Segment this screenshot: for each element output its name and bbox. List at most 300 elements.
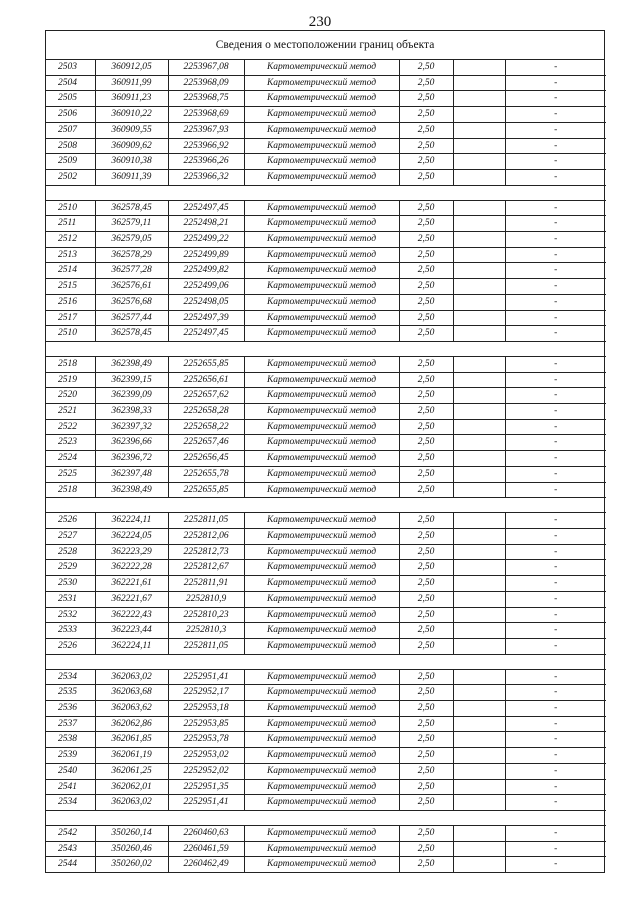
accuracy-cell: 2,50 — [399, 576, 453, 592]
empty-cell-cell — [453, 857, 505, 872]
x-coordinate-cell: 362221,67 — [95, 591, 168, 607]
point-number-cell: 2503 — [46, 60, 95, 75]
x-coordinate-cell: 362578,29 — [95, 247, 168, 263]
x-coordinate-cell: 362222,43 — [95, 607, 168, 623]
accuracy-cell: 2,50 — [399, 169, 453, 185]
method-cell: Картометрический метод — [244, 216, 399, 232]
empty-cell-cell — [453, 169, 505, 185]
accuracy-cell: 2,50 — [399, 263, 453, 279]
block-separator — [46, 185, 606, 200]
accuracy-cell: 2,50 — [399, 795, 453, 811]
empty-cell-cell — [453, 310, 505, 326]
y-coordinate-cell: 2253967,08 — [168, 60, 244, 75]
table-row — [46, 154, 606, 170]
block-separator — [46, 654, 606, 669]
y-coordinate-cell: 2252953,85 — [168, 716, 244, 732]
table-row — [46, 60, 606, 75]
description-cell: - — [505, 732, 606, 748]
table-row — [46, 404, 606, 420]
empty-cell-cell — [453, 466, 505, 482]
point-number-cell: 2510 — [46, 326, 95, 342]
method-cell: Картометрический метод — [244, 857, 399, 872]
point-number-cell: 2517 — [46, 310, 95, 326]
y-coordinate-cell: 2252655,85 — [168, 482, 244, 498]
description-cell: - — [505, 356, 606, 372]
point-number-cell: 2537 — [46, 716, 95, 732]
point-number-cell: 2518 — [46, 356, 95, 372]
method-cell: Картометрический метод — [244, 544, 399, 560]
y-coordinate-cell: 2252812,06 — [168, 528, 244, 544]
table-row — [46, 638, 606, 654]
point-number-cell: 2515 — [46, 279, 95, 295]
method-cell: Картометрический метод — [244, 623, 399, 639]
description-cell: - — [505, 748, 606, 764]
accuracy-cell: 2,50 — [399, 841, 453, 857]
table-row — [46, 544, 606, 560]
x-coordinate-cell: 362579,11 — [95, 216, 168, 232]
empty-cell-cell — [453, 435, 505, 451]
point-number-cell: 2521 — [46, 404, 95, 420]
point-number-cell: 2513 — [46, 247, 95, 263]
description-cell: - — [505, 60, 606, 75]
accuracy-cell: 2,50 — [399, 154, 453, 170]
table-row — [46, 779, 606, 795]
method-cell: Картометрический метод — [244, 107, 399, 123]
point-number-cell: 2528 — [46, 544, 95, 560]
method-cell: Картометрический метод — [244, 638, 399, 654]
table-row — [46, 263, 606, 279]
table-row — [46, 795, 606, 811]
point-number-cell: 2529 — [46, 560, 95, 576]
accuracy-cell: 2,50 — [399, 216, 453, 232]
x-coordinate-cell: 362063,02 — [95, 669, 168, 685]
table-row — [46, 122, 606, 138]
table-row — [46, 75, 606, 91]
method-cell: Картометрический метод — [244, 404, 399, 420]
description-cell: - — [505, 310, 606, 326]
x-coordinate-cell: 362578,45 — [95, 326, 168, 342]
table-row — [46, 279, 606, 295]
y-coordinate-cell: 2253966,32 — [168, 169, 244, 185]
description-cell: - — [505, 779, 606, 795]
accuracy-cell: 2,50 — [399, 326, 453, 342]
y-coordinate-cell: 2252658,22 — [168, 419, 244, 435]
y-coordinate-cell: 2252497,45 — [168, 200, 244, 216]
empty-cell-cell — [453, 107, 505, 123]
point-number-cell: 2539 — [46, 748, 95, 764]
description-cell: - — [505, 107, 606, 123]
empty-cell-cell — [453, 669, 505, 685]
description-cell: - — [505, 591, 606, 607]
point-number-cell: 2505 — [46, 91, 95, 107]
y-coordinate-cell: 2252810,9 — [168, 591, 244, 607]
description-cell: - — [505, 419, 606, 435]
x-coordinate-cell: 362062,01 — [95, 779, 168, 795]
description-cell: - — [505, 247, 606, 263]
point-number-cell: 2527 — [46, 528, 95, 544]
empty-cell-cell — [453, 544, 505, 560]
method-cell: Картометрический метод — [244, 732, 399, 748]
x-coordinate-cell: 362222,28 — [95, 560, 168, 576]
y-coordinate-cell: 2252810,3 — [168, 623, 244, 639]
y-coordinate-cell: 2252497,45 — [168, 326, 244, 342]
empty-cell-cell — [453, 356, 505, 372]
x-coordinate-cell: 362063,02 — [95, 795, 168, 811]
method-cell: Картометрический метод — [244, 763, 399, 779]
method-cell: Картометрический метод — [244, 685, 399, 701]
table-row — [46, 623, 606, 639]
table-row — [46, 232, 606, 248]
y-coordinate-cell: 2252812,73 — [168, 544, 244, 560]
empty-cell-cell — [453, 326, 505, 342]
point-number-cell: 2540 — [46, 763, 95, 779]
y-coordinate-cell: 2252952,17 — [168, 685, 244, 701]
y-coordinate-cell: 2252810,23 — [168, 607, 244, 623]
y-coordinate-cell: 2252657,46 — [168, 435, 244, 451]
empty-cell-cell — [453, 607, 505, 623]
table-row — [46, 763, 606, 779]
table-row — [46, 857, 606, 872]
x-coordinate-cell: 362398,49 — [95, 356, 168, 372]
empty-cell-cell — [453, 404, 505, 420]
table-row — [46, 200, 606, 216]
method-cell: Картометрический метод — [244, 356, 399, 372]
x-coordinate-cell: 362397,48 — [95, 466, 168, 482]
y-coordinate-cell: 2252499,82 — [168, 263, 244, 279]
description-cell: - — [505, 623, 606, 639]
table-row — [46, 216, 606, 232]
description-cell: - — [505, 154, 606, 170]
accuracy-cell: 2,50 — [399, 294, 453, 310]
accuracy-cell: 2,50 — [399, 513, 453, 529]
accuracy-cell: 2,50 — [399, 825, 453, 841]
y-coordinate-cell: 2252951,41 — [168, 795, 244, 811]
block-separator — [46, 341, 606, 356]
method-cell: Картометрический метод — [244, 263, 399, 279]
empty-cell-cell — [453, 91, 505, 107]
method-cell: Картометрический метод — [244, 154, 399, 170]
x-coordinate-cell: 362061,19 — [95, 748, 168, 764]
y-coordinate-cell: 2252953,18 — [168, 701, 244, 717]
table-row — [46, 701, 606, 717]
description-cell: - — [505, 685, 606, 701]
point-number-cell: 2530 — [46, 576, 95, 592]
description-cell: - — [505, 388, 606, 404]
x-coordinate-cell: 362396,66 — [95, 435, 168, 451]
method-cell: Картометрический метод — [244, 122, 399, 138]
point-number-cell: 2531 — [46, 591, 95, 607]
empty-cell-cell — [453, 482, 505, 498]
coordinates-table-body — [46, 60, 606, 872]
description-cell: - — [505, 544, 606, 560]
accuracy-cell: 2,50 — [399, 388, 453, 404]
point-number-cell: 2533 — [46, 623, 95, 639]
description-cell: - — [505, 857, 606, 872]
x-coordinate-cell: 362576,61 — [95, 279, 168, 295]
accuracy-cell: 2,50 — [399, 638, 453, 654]
table-row — [46, 591, 606, 607]
empty-cell-cell — [453, 528, 505, 544]
separator-cell — [46, 341, 606, 356]
empty-cell-cell — [453, 122, 505, 138]
x-coordinate-cell: 350260,02 — [95, 857, 168, 872]
x-coordinate-cell: 350260,46 — [95, 841, 168, 857]
accuracy-cell: 2,50 — [399, 310, 453, 326]
description-cell: - — [505, 482, 606, 498]
x-coordinate-cell: 362399,15 — [95, 372, 168, 388]
accuracy-cell: 2,50 — [399, 685, 453, 701]
table-row — [46, 669, 606, 685]
method-cell: Картометрический метод — [244, 419, 399, 435]
point-number-cell: 2519 — [46, 372, 95, 388]
x-coordinate-cell: 362399,09 — [95, 388, 168, 404]
empty-cell-cell — [453, 138, 505, 154]
method-cell: Картометрический метод — [244, 825, 399, 841]
empty-cell-cell — [453, 60, 505, 75]
y-coordinate-cell: 2252499,06 — [168, 279, 244, 295]
method-cell: Картометрический метод — [244, 466, 399, 482]
description-cell: - — [505, 138, 606, 154]
accuracy-cell: 2,50 — [399, 466, 453, 482]
description-cell: - — [505, 638, 606, 654]
x-coordinate-cell: 362061,85 — [95, 732, 168, 748]
empty-cell-cell — [453, 451, 505, 467]
point-number-cell: 2526 — [46, 638, 95, 654]
description-cell: - — [505, 122, 606, 138]
x-coordinate-cell: 362578,45 — [95, 200, 168, 216]
y-coordinate-cell: 2253968,75 — [168, 91, 244, 107]
accuracy-cell: 2,50 — [399, 528, 453, 544]
empty-cell-cell — [453, 748, 505, 764]
description-cell: - — [505, 294, 606, 310]
x-coordinate-cell: 362224,11 — [95, 513, 168, 529]
y-coordinate-cell: 2252655,85 — [168, 356, 244, 372]
method-cell: Картометрический метод — [244, 451, 399, 467]
empty-cell-cell — [453, 294, 505, 310]
y-coordinate-cell: 2252657,62 — [168, 388, 244, 404]
table-row — [46, 247, 606, 263]
x-coordinate-cell: 362224,11 — [95, 638, 168, 654]
y-coordinate-cell: 2252498,21 — [168, 216, 244, 232]
accuracy-cell: 2,50 — [399, 607, 453, 623]
description-cell: - — [505, 607, 606, 623]
empty-cell-cell — [453, 372, 505, 388]
method-cell: Картометрический метод — [244, 310, 399, 326]
table-row — [46, 716, 606, 732]
block-separator — [46, 810, 606, 825]
method-cell: Картометрический метод — [244, 326, 399, 342]
x-coordinate-cell: 362061,25 — [95, 763, 168, 779]
table-row — [46, 169, 606, 185]
empty-cell-cell — [453, 623, 505, 639]
accuracy-cell: 2,50 — [399, 732, 453, 748]
description-cell: - — [505, 669, 606, 685]
accuracy-cell: 2,50 — [399, 419, 453, 435]
empty-cell-cell — [453, 716, 505, 732]
description-cell: - — [505, 716, 606, 732]
description-cell: - — [505, 466, 606, 482]
point-number-cell: 2532 — [46, 607, 95, 623]
description-cell: - — [505, 701, 606, 717]
y-coordinate-cell: 2260462,49 — [168, 857, 244, 872]
x-coordinate-cell: 360909,62 — [95, 138, 168, 154]
x-coordinate-cell: 362398,33 — [95, 404, 168, 420]
description-cell: - — [505, 263, 606, 279]
description-cell: - — [505, 75, 606, 91]
table-row — [46, 513, 606, 529]
accuracy-cell: 2,50 — [399, 122, 453, 138]
description-cell: - — [505, 435, 606, 451]
table-row — [46, 482, 606, 498]
table-row — [46, 607, 606, 623]
table-row — [46, 560, 606, 576]
point-number-cell: 2514 — [46, 263, 95, 279]
accuracy-cell: 2,50 — [399, 107, 453, 123]
y-coordinate-cell: 2252499,89 — [168, 247, 244, 263]
y-coordinate-cell: 2252655,78 — [168, 466, 244, 482]
method-cell: Картометрический метод — [244, 748, 399, 764]
empty-cell-cell — [453, 513, 505, 529]
point-number-cell: 2507 — [46, 122, 95, 138]
accuracy-cell: 2,50 — [399, 451, 453, 467]
x-coordinate-cell: 360909,55 — [95, 122, 168, 138]
table-row — [46, 435, 606, 451]
y-coordinate-cell: 2252812,67 — [168, 560, 244, 576]
y-coordinate-cell: 2260460,63 — [168, 825, 244, 841]
description-cell: - — [505, 404, 606, 420]
x-coordinate-cell: 362224,05 — [95, 528, 168, 544]
description-cell: - — [505, 451, 606, 467]
empty-cell-cell — [453, 685, 505, 701]
point-number-cell: 2510 — [46, 200, 95, 216]
empty-cell-cell — [453, 576, 505, 592]
method-cell: Картометрический метод — [244, 607, 399, 623]
y-coordinate-cell: 2252497,39 — [168, 310, 244, 326]
y-coordinate-cell: 2260461,59 — [168, 841, 244, 857]
description-cell: - — [505, 169, 606, 185]
accuracy-cell: 2,50 — [399, 91, 453, 107]
accuracy-cell: 2,50 — [399, 372, 453, 388]
accuracy-cell: 2,50 — [399, 200, 453, 216]
y-coordinate-cell: 2252811,05 — [168, 513, 244, 529]
x-coordinate-cell: 362398,49 — [95, 482, 168, 498]
accuracy-cell: 2,50 — [399, 482, 453, 498]
y-coordinate-cell: 2252953,02 — [168, 748, 244, 764]
empty-cell-cell — [453, 75, 505, 91]
y-coordinate-cell: 2253966,26 — [168, 154, 244, 170]
accuracy-cell: 2,50 — [399, 701, 453, 717]
x-coordinate-cell: 362062,86 — [95, 716, 168, 732]
table-row — [46, 466, 606, 482]
point-number-cell: 2524 — [46, 451, 95, 467]
method-cell: Картометрический метод — [244, 388, 399, 404]
table-row — [46, 825, 606, 841]
table-row — [46, 841, 606, 857]
y-coordinate-cell: 2252951,41 — [168, 669, 244, 685]
y-coordinate-cell: 2252951,35 — [168, 779, 244, 795]
point-number-cell: 2511 — [46, 216, 95, 232]
method-cell: Картометрический метод — [244, 60, 399, 75]
x-coordinate-cell: 350260,14 — [95, 825, 168, 841]
point-number-cell: 2536 — [46, 701, 95, 717]
method-cell: Картометрический метод — [244, 669, 399, 685]
method-cell: Картометрический метод — [244, 247, 399, 263]
point-number-cell: 2534 — [46, 795, 95, 811]
y-coordinate-cell: 2253966,92 — [168, 138, 244, 154]
method-cell: Картометрический метод — [244, 138, 399, 154]
accuracy-cell: 2,50 — [399, 779, 453, 795]
accuracy-cell: 2,50 — [399, 247, 453, 263]
empty-cell-cell — [453, 200, 505, 216]
accuracy-cell: 2,50 — [399, 857, 453, 872]
point-number-cell: 2512 — [46, 232, 95, 248]
empty-cell-cell — [453, 779, 505, 795]
method-cell: Картометрический метод — [244, 200, 399, 216]
x-coordinate-cell: 360911,23 — [95, 91, 168, 107]
point-number-cell: 2534 — [46, 669, 95, 685]
empty-cell-cell — [453, 825, 505, 841]
table-row — [46, 107, 606, 123]
x-coordinate-cell: 360910,38 — [95, 154, 168, 170]
point-number-cell: 2535 — [46, 685, 95, 701]
y-coordinate-cell: 2252656,61 — [168, 372, 244, 388]
x-coordinate-cell: 360912,05 — [95, 60, 168, 75]
empty-cell-cell — [453, 732, 505, 748]
point-number-cell: 2523 — [46, 435, 95, 451]
point-number-cell: 2518 — [46, 482, 95, 498]
table-row — [46, 372, 606, 388]
empty-cell-cell — [453, 591, 505, 607]
point-number-cell: 2516 — [46, 294, 95, 310]
point-number-cell: 2543 — [46, 841, 95, 857]
point-number-cell: 2544 — [58, 859, 77, 870]
accuracy-cell: 2,50 — [399, 560, 453, 576]
table-row — [46, 732, 606, 748]
x-coordinate-cell: 362221,61 — [95, 576, 168, 592]
accuracy-cell: 2,50 — [399, 60, 453, 75]
accuracy-cell: 2,50 — [399, 716, 453, 732]
y-coordinate-cell: 2252656,45 — [168, 451, 244, 467]
description-cell: - — [505, 763, 606, 779]
description-cell: - — [505, 795, 606, 811]
accuracy-cell: 2,50 — [399, 279, 453, 295]
description-cell: - — [505, 326, 606, 342]
empty-cell-cell — [453, 216, 505, 232]
point-number-cell: 2502 — [46, 169, 95, 185]
point-number-cell: 2538 — [46, 732, 95, 748]
y-coordinate-cell: 2252658,28 — [168, 404, 244, 420]
method-cell: Картометрический метод — [244, 576, 399, 592]
empty-cell-cell — [453, 763, 505, 779]
method-cell: Картометрический метод — [244, 528, 399, 544]
method-cell: Картометрический метод — [244, 294, 399, 310]
method-cell: Картометрический метод — [244, 841, 399, 857]
table-row — [46, 388, 606, 404]
empty-cell-cell — [453, 232, 505, 248]
table-title: Сведения о местоположении границ объекта — [46, 31, 604, 60]
accuracy-cell: 2,50 — [399, 232, 453, 248]
accuracy-cell: 2,50 — [399, 138, 453, 154]
y-coordinate-cell: 2253968,09 — [168, 75, 244, 91]
point-number-cell: 2526 — [46, 513, 95, 529]
method-cell: Картометрический метод — [244, 372, 399, 388]
method-cell: Картометрический метод — [244, 513, 399, 529]
point-number-cell: 2525 — [46, 466, 95, 482]
table-row — [46, 138, 606, 154]
accuracy-cell: 2,50 — [399, 763, 453, 779]
x-coordinate-cell: 362579,05 — [95, 232, 168, 248]
point-number-cell: 2520 — [46, 388, 95, 404]
